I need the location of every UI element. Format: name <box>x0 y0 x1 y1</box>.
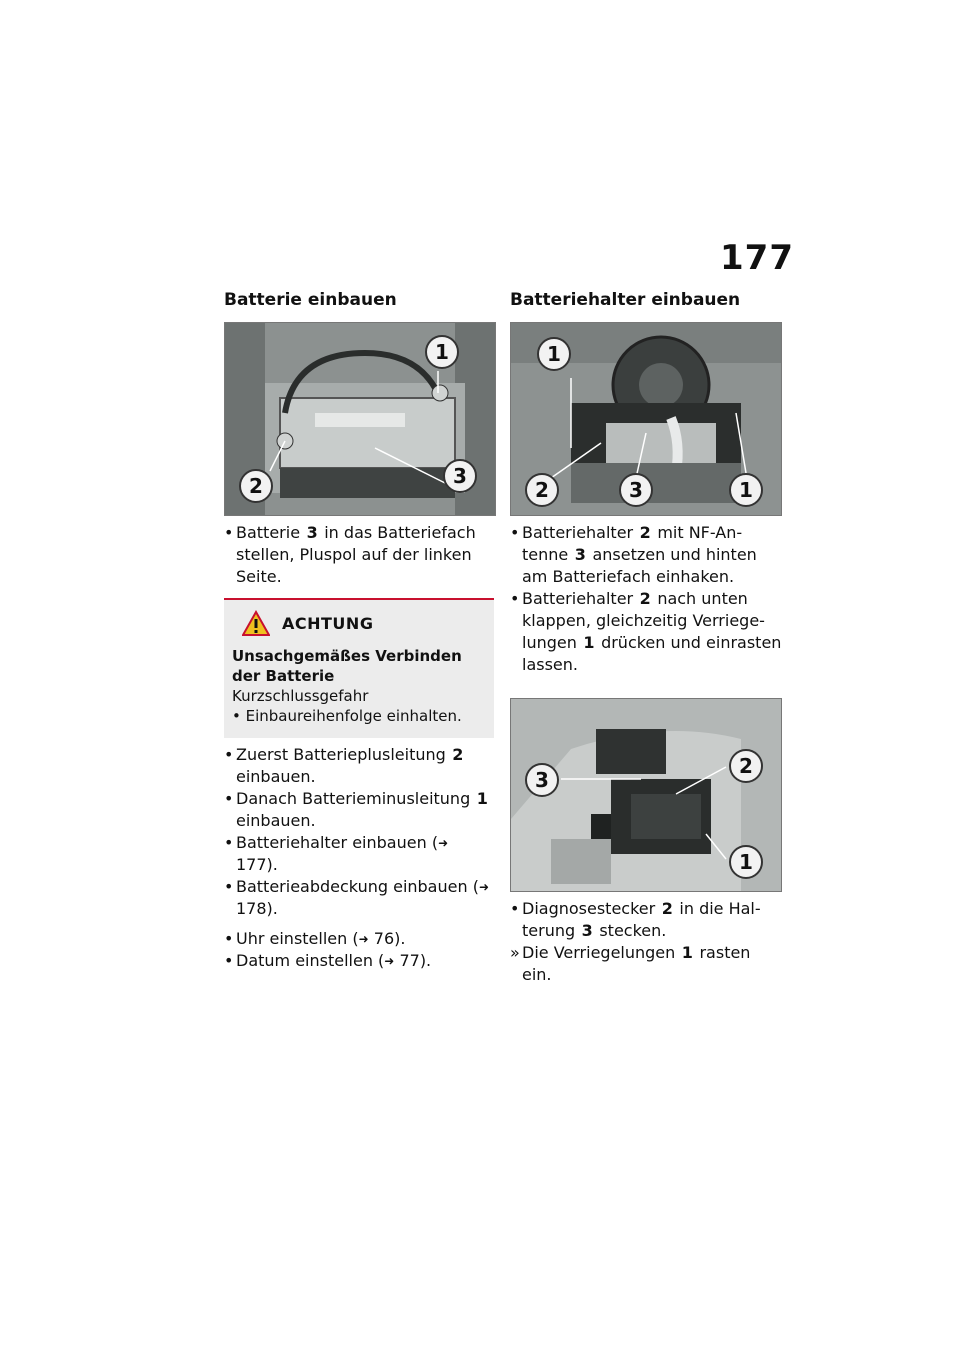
callout-3: 3 <box>525 763 559 797</box>
warning-triangle-icon <box>242 610 270 636</box>
ref-number: 2 <box>452 745 464 764</box>
warning-action: • Einbaureihenfolge einhalten. <box>232 707 462 725</box>
step-text: in die Halterung <box>522 899 761 940</box>
page-ref[interactable]: 178 <box>236 899 267 918</box>
step-place-battery <box>224 522 494 588</box>
ref-number: 3 <box>581 921 593 940</box>
ref-number: 3 <box>574 545 586 564</box>
step-text: Batteriehalter einbauen ( <box>236 833 439 852</box>
callout-1: 1 <box>425 335 459 369</box>
callout-2: 2 <box>729 749 763 783</box>
step-fold-holder <box>510 588 782 676</box>
section-heading-holder-install: Batteriehalter einbauen <box>510 290 741 310</box>
page-ref-arrow-icon: ➜ <box>358 932 369 946</box>
warning-box <box>224 598 494 738</box>
page-ref-arrow-icon: ➜ <box>478 880 489 894</box>
battery-figure <box>224 322 496 516</box>
ref-number: 3 <box>306 523 318 542</box>
left-column <box>224 290 494 972</box>
step-text: rasten ein. <box>522 943 751 984</box>
section-heading-battery-install: Batterie einbauen <box>224 290 397 310</box>
step-text: einbauen. <box>236 811 316 830</box>
callout-1: 1 <box>537 337 571 371</box>
page-ref-arrow-icon: ➜ <box>384 954 395 968</box>
result-locks-engage <box>510 942 782 986</box>
ref-number: 2 <box>661 899 673 918</box>
right-column <box>510 290 782 986</box>
step-plus-cable <box>224 744 494 788</box>
step-battery-cover <box>224 876 494 920</box>
step-text: Danach Batterieminusleitung <box>236 789 471 808</box>
callout-3: 3 <box>443 459 477 493</box>
ref-number: 1 <box>681 943 693 962</box>
page-ref[interactable]: 177 <box>236 855 267 874</box>
ref-number: 1 <box>583 633 595 652</box>
step-text: ). <box>266 899 278 918</box>
step-text: Datum einstellen ( <box>236 951 385 970</box>
callout-1b: 1 <box>729 473 763 507</box>
step-text: mit NF-Antenne <box>522 523 743 564</box>
step-text: Batteriehalter <box>522 523 634 542</box>
step-text: nach unten klappen, gleichzeitig Verriegelungen <box>522 589 765 652</box>
step-diagnostic-plug <box>510 898 782 942</box>
page-number: 177 <box>720 238 794 278</box>
warning-title: ACHTUNG <box>282 613 374 633</box>
step-text: ). <box>419 951 432 970</box>
step-attach-holder <box>510 522 782 588</box>
holder-figure <box>510 322 782 516</box>
callout-1: 1 <box>729 845 763 879</box>
step-text: Die Verriegelungen <box>522 943 676 962</box>
step-text: Batterieabdeckung einbauen ( <box>236 877 479 896</box>
step-set-date <box>224 950 494 972</box>
step-text: stecken. <box>599 921 667 940</box>
page-ref[interactable]: 76 <box>373 929 395 948</box>
warning-consequence: Kurzschlussgefahr <box>232 687 369 705</box>
warning-hazard: Unsachgemäßes Verbinden der Batterie <box>232 647 462 685</box>
step-text: ). <box>266 855 278 874</box>
page-ref-arrow-icon: ➜ <box>438 836 449 850</box>
step-text: Batteriehalter <box>522 589 634 608</box>
diagnostic-figure <box>510 698 782 892</box>
step-text: einbauen. <box>236 767 316 786</box>
ref-number: 1 <box>476 789 488 808</box>
step-battery-holder <box>224 832 494 876</box>
step-text: Zuerst Batterieplusleitung <box>236 745 446 764</box>
step-text: Uhr einstellen ( <box>236 929 359 948</box>
step-minus-cable <box>224 788 494 832</box>
callout-3: 3 <box>619 473 653 507</box>
callout-2: 2 <box>239 469 273 503</box>
ref-number: 2 <box>639 523 651 542</box>
ref-number: 2 <box>639 589 651 608</box>
step-set-clock <box>224 928 494 950</box>
step-text: in das Batteriefach stellen, Pluspol auf der linken Seite. <box>236 523 476 586</box>
step-text: Batterie <box>236 523 301 542</box>
page-ref[interactable]: 77 <box>399 951 420 970</box>
step-text: drücken und einrasten lassen. <box>522 633 782 674</box>
callout-2: 2 <box>525 473 559 507</box>
step-text: Diagnosestecker <box>522 899 656 918</box>
step-text: ). <box>394 929 406 948</box>
step-text: ansetzen und hinten am Batteriefach einhaken. <box>522 545 757 586</box>
